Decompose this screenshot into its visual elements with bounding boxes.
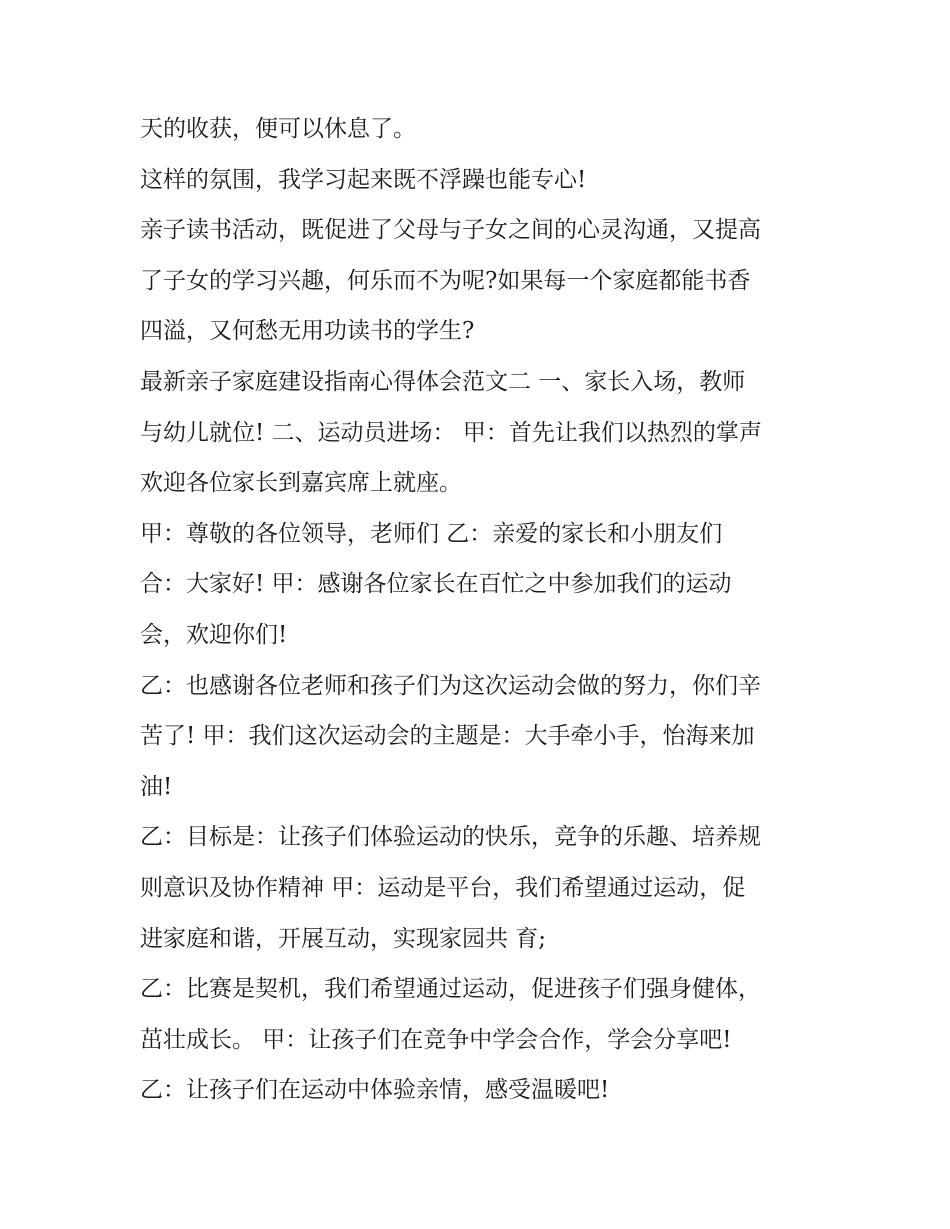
text-line: 天的收获，便可以休息了。	[140, 116, 416, 142]
document-body	[140, 104, 820, 1116]
text-line: 亲子读书活动，既促进了父母与子女之间的心灵沟通，又提高	[140, 217, 761, 244]
text-line: 这样的氛围，我学习起来既不浮躁也能专心!	[140, 166, 587, 193]
text-line: 油!	[140, 773, 173, 800]
text-line: 会，欢迎你们!	[140, 621, 288, 648]
text-line: 欢迎各位家长到嘉宾席上就座。	[140, 470, 462, 497]
text-line: 进家庭和谐，开展互动，实现家园共 育;	[140, 925, 547, 952]
text-line: 苦了! 甲：我们这次运动会的主题是：大手牵小手，怡海来加	[140, 723, 755, 750]
text-line: 茁壮成长。 甲：让孩子们在竞争中学会合作，学会分享吧!	[140, 1026, 732, 1053]
text-line: 乙：让孩子们在运动中体验亲情，感受温暖吧!	[140, 1077, 610, 1104]
text-line: 甲：尊敬的各位领导，老师们 乙：亲爱的家长和小朋友们	[140, 520, 723, 547]
text-line: 乙：比赛是契机，我们希望通过运动，促进孩子们强身健体，	[140, 976, 761, 1003]
text-line: 乙：目标是：让孩子们体验运动的快乐，竞争的乐趣、培养规	[140, 824, 761, 851]
text-line: 与幼儿就位! 二、运动员进场： 甲：首先让我们以热烈的掌声	[140, 419, 762, 446]
text-line: 四溢，又何愁无用功读书的学生?	[140, 318, 475, 345]
text-line: 合：大家好! 甲：感谢各位家长在百忙之中参加我们的运动	[140, 571, 732, 598]
text-line: 则意识及协作精神 甲：运动是平台，我们希望通过运动，促	[140, 874, 746, 901]
text-line: 最新亲子家庭建设指南心得体会范文二 一、家长入场，教师	[140, 368, 746, 395]
text-line: 乙：也感谢各位老师和孩子们为这次运动会做的努力，你们辛	[140, 672, 761, 699]
text-line: 了子女的学习兴趣，何乐而不为呢?如果每一个家庭都能书香	[140, 267, 751, 294]
